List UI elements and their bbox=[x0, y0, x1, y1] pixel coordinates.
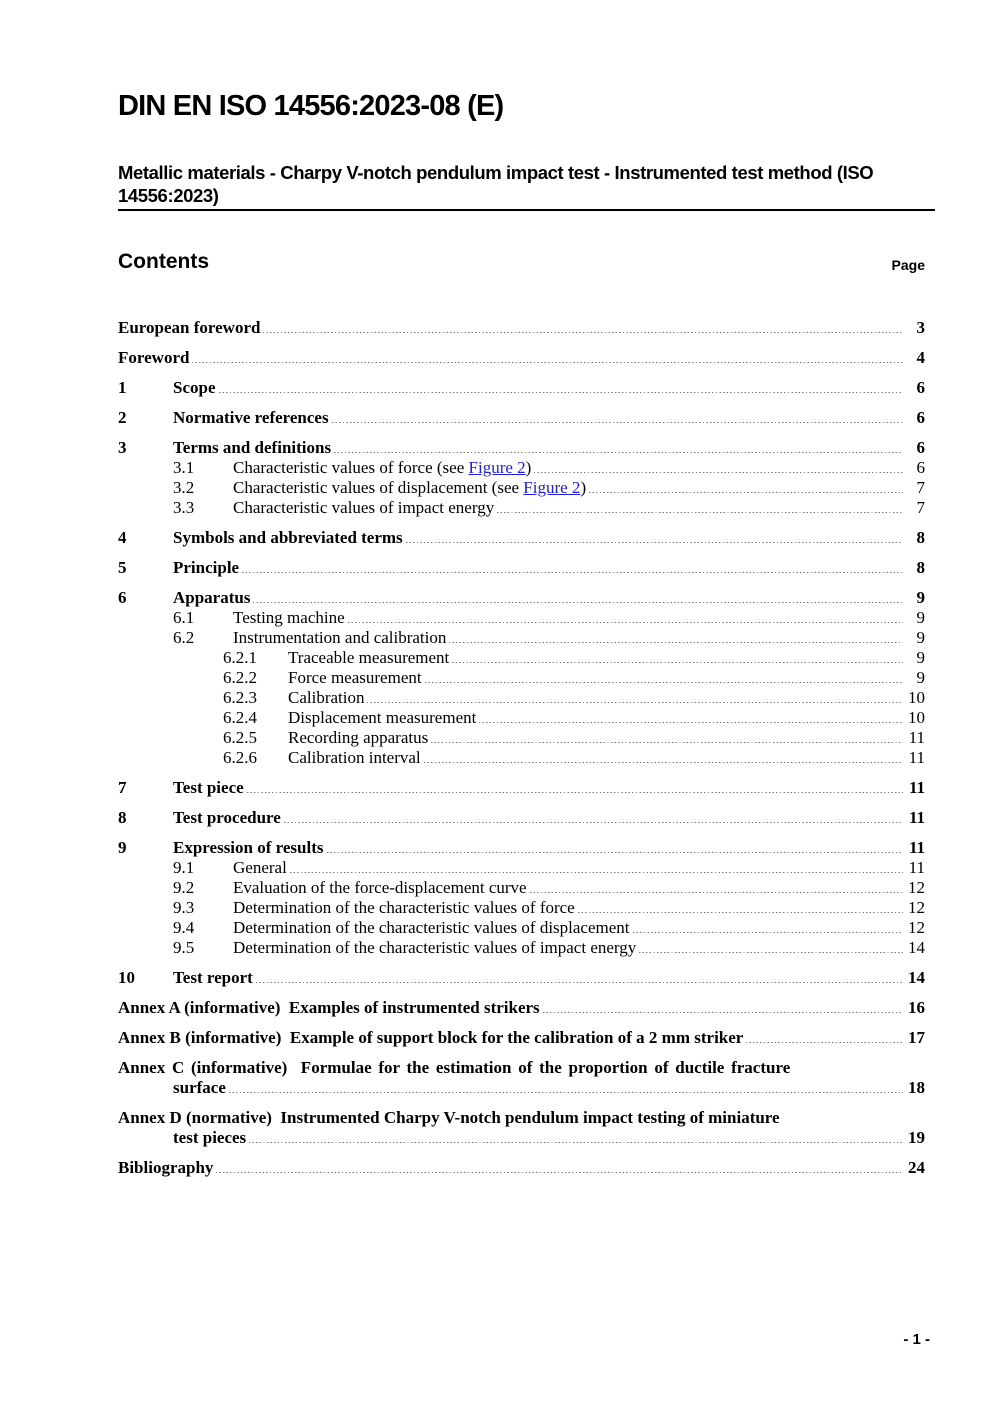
page-column-label: Page bbox=[891, 257, 925, 273]
toc-entry-title: Annex C (informative) Formulae for the estimation of the proportion of ductile fracture bbox=[118, 1058, 791, 1077]
toc-entry-title-suffix: ) bbox=[580, 478, 587, 497]
dot-leader bbox=[216, 1171, 903, 1173]
dot-leader bbox=[253, 601, 903, 603]
toc-entry[interactable] bbox=[118, 688, 925, 708]
toc-entry[interactable] bbox=[118, 1128, 925, 1148]
dot-leader bbox=[229, 1091, 903, 1093]
toc-entry[interactable] bbox=[118, 628, 925, 648]
toc-entry[interactable] bbox=[118, 858, 925, 878]
dot-leader bbox=[589, 491, 903, 493]
toc-entry-page: 6 bbox=[916, 408, 925, 427]
toc-entry-title bbox=[233, 478, 586, 498]
toc-entry[interactable] bbox=[118, 458, 925, 478]
toc-entry-title: Principle bbox=[173, 558, 240, 577]
toc-entry-title-prefix: Characteristic values of force (see bbox=[233, 458, 469, 477]
toc-entry-number: 6.2.2 bbox=[223, 668, 257, 687]
dot-leader bbox=[367, 701, 903, 703]
toc-entry-page: 14 bbox=[908, 968, 925, 987]
toc-entry-number: 9.5 bbox=[173, 938, 195, 957]
dot-leader bbox=[256, 981, 903, 983]
footer-page-number: - 1 - bbox=[903, 1331, 930, 1348]
toc-entry-title: test pieces bbox=[173, 1128, 247, 1147]
toc-entry[interactable] bbox=[118, 938, 925, 958]
dot-leader bbox=[578, 911, 903, 913]
toc-entry-page: 9 bbox=[916, 648, 925, 667]
toc-entry[interactable] bbox=[118, 438, 925, 458]
dot-leader bbox=[431, 741, 903, 743]
dot-leader bbox=[633, 931, 903, 933]
toc-entry-number: 9.4 bbox=[173, 918, 195, 937]
toc-entry-page: 11 bbox=[908, 838, 925, 857]
toc-entry-title: Bibliography bbox=[118, 1158, 214, 1177]
toc-entry[interactable] bbox=[118, 748, 925, 768]
toc-entry-page: 12 bbox=[908, 918, 925, 937]
toc-entry-title: Foreword bbox=[118, 348, 190, 367]
toc-entry-number: 7 bbox=[118, 778, 127, 797]
toc-entry-page: 10 bbox=[908, 708, 925, 727]
toc-entry-title: Force measurement bbox=[288, 668, 422, 687]
toc-entry-number: 6.2.5 bbox=[223, 728, 257, 747]
toc-entry-number: 9 bbox=[118, 838, 127, 857]
toc-entry-number: 8 bbox=[118, 808, 127, 827]
toc-entry[interactable] bbox=[118, 838, 925, 858]
toc-entry-page: 17 bbox=[908, 1028, 925, 1047]
toc-entry-page: 10 bbox=[908, 688, 925, 707]
dot-leader bbox=[452, 661, 903, 663]
toc-entry-title: Annex B (informative) Example of support block for the calibration of a 2 mm striker bbox=[118, 1028, 744, 1047]
dot-leader bbox=[543, 1011, 903, 1013]
toc-entry-title: Determination of the characteristic values of displacement bbox=[233, 918, 630, 937]
toc-entry-page: 14 bbox=[908, 938, 925, 957]
toc-entry-page: 11 bbox=[908, 748, 925, 767]
toc-entry-number: 6.2.6 bbox=[223, 748, 257, 767]
toc-entry-page: 11 bbox=[908, 728, 925, 747]
toc-entry-page: 9 bbox=[916, 628, 925, 647]
toc-entry-number: 9.3 bbox=[173, 898, 195, 917]
toc-entry-title: Annex A (informative) Examples of instrumented strikers bbox=[118, 998, 540, 1017]
dot-leader bbox=[534, 471, 903, 473]
toc-entry[interactable] bbox=[118, 708, 925, 728]
toc-entry-number: 6.2 bbox=[173, 628, 195, 647]
toc-entry-title: Calibration interval bbox=[288, 748, 421, 767]
toc-entry-page: 24 bbox=[908, 1158, 925, 1177]
toc-entry[interactable] bbox=[118, 1078, 925, 1098]
toc-entry-page: 6 bbox=[916, 378, 925, 397]
toc-entry-page: 7 bbox=[916, 498, 925, 517]
toc-entry-page: 3 bbox=[916, 318, 925, 337]
toc-entry-page: 12 bbox=[908, 898, 925, 917]
toc-entry-title: Recording apparatus bbox=[288, 728, 429, 747]
toc-entry-title: Determination of the characteristic values of impact energy bbox=[233, 938, 637, 957]
toc-entry-title: Evaluation of the force-displacement curve bbox=[233, 878, 527, 897]
toc-entry-title: Test procedure bbox=[173, 808, 281, 827]
toc-entry-title: Traceable measurement bbox=[288, 648, 450, 667]
dot-leader bbox=[449, 641, 903, 643]
toc-entry-page: 9 bbox=[916, 668, 925, 687]
toc-entry-title: Test piece bbox=[173, 778, 244, 797]
dot-leader bbox=[247, 791, 903, 793]
toc-entry[interactable] bbox=[118, 348, 925, 368]
dot-leader bbox=[290, 871, 903, 873]
toc-entry-title: Annex D (normative) Instrumented Charpy V-notch pendulum impact testing of miniature bbox=[118, 1108, 780, 1127]
toc-entry[interactable] bbox=[118, 318, 925, 338]
toc-entry-number: 1 bbox=[118, 378, 127, 397]
toc-entry-number: 2 bbox=[118, 408, 127, 427]
toc-entry-number: 3.3 bbox=[173, 498, 195, 517]
dot-leader bbox=[263, 331, 903, 333]
toc-entry-page: 6 bbox=[916, 458, 925, 477]
toc-entry-number: 6.2.4 bbox=[223, 708, 257, 727]
toc-entry-page: 19 bbox=[908, 1128, 925, 1147]
toc-entry[interactable] bbox=[118, 808, 925, 828]
toc-entry[interactable] bbox=[118, 498, 925, 518]
toc-entry-number: 5 bbox=[118, 558, 127, 577]
toc-entry[interactable] bbox=[118, 968, 925, 988]
toc bbox=[118, 308, 925, 1178]
toc-entry[interactable] bbox=[118, 878, 925, 898]
toc-entry[interactable] bbox=[118, 1158, 925, 1178]
toc-entry-page: 18 bbox=[908, 1078, 925, 1097]
toc-entry[interactable] bbox=[118, 588, 925, 608]
toc-entry[interactable] bbox=[118, 608, 925, 628]
toc-entry-title bbox=[233, 458, 531, 478]
dot-leader bbox=[327, 851, 903, 853]
toc-entry-title: Symbols and abbreviated terms bbox=[173, 528, 403, 547]
toc-entry[interactable] bbox=[118, 898, 925, 918]
dot-leader bbox=[284, 821, 903, 823]
toc-entry[interactable] bbox=[118, 558, 925, 578]
toc-entry-page: 16 bbox=[908, 998, 925, 1017]
toc-entry-title: Instrumentation and calibration bbox=[233, 628, 447, 647]
toc-entry-title: Determination of the characteristic values of force bbox=[233, 898, 575, 917]
toc-entry-page: 11 bbox=[908, 858, 925, 877]
toc-entry-title: Scope bbox=[173, 378, 216, 397]
toc-entry[interactable] bbox=[118, 998, 925, 1018]
dot-leader bbox=[406, 541, 903, 543]
toc-entry-number: 3 bbox=[118, 438, 127, 457]
dot-leader bbox=[332, 421, 903, 423]
doc-title: Metallic materials - Charpy V-notch pendulum impact test - Instrumented test method (ISO 14556:2023) bbox=[118, 162, 874, 206]
dot-leader bbox=[242, 571, 903, 573]
toc-entry-page: 8 bbox=[916, 558, 925, 577]
dot-leader bbox=[334, 451, 903, 453]
toc-entry-title: European foreword bbox=[118, 318, 261, 337]
toc-entry-page: 9 bbox=[916, 608, 925, 627]
toc-entry-number: 4 bbox=[118, 528, 127, 547]
toc-entry-title: Testing machine bbox=[233, 608, 345, 627]
toc-entry[interactable] bbox=[118, 1108, 925, 1128]
figure-2-link[interactable]: Figure 2 bbox=[468, 458, 526, 477]
toc-entry-title: Apparatus bbox=[173, 588, 251, 607]
toc-entry-page: 7 bbox=[916, 478, 925, 497]
dot-leader bbox=[746, 1041, 903, 1043]
toc-entry-title: Calibration bbox=[288, 688, 365, 707]
toc-entry-number: 6.2.1 bbox=[223, 648, 257, 667]
toc-entry-title: Displacement measurement bbox=[288, 708, 477, 727]
toc-entry-title: Terms and definitions bbox=[173, 438, 332, 457]
doc-number: DIN EN ISO 14556:2023-08 (E) bbox=[118, 90, 504, 122]
figure-2-link[interactable]: Figure 2 bbox=[523, 478, 581, 497]
toc-entry-title: General bbox=[233, 858, 287, 877]
header-rule bbox=[118, 209, 935, 211]
dot-leader bbox=[348, 621, 903, 623]
toc-entry-number: 10 bbox=[118, 968, 135, 987]
toc-entry-number: 3.2 bbox=[173, 478, 195, 497]
toc-entry-title: Normative references bbox=[173, 408, 329, 427]
dot-leader bbox=[425, 681, 903, 683]
toc-entry[interactable] bbox=[118, 528, 925, 548]
dot-leader bbox=[479, 721, 903, 723]
toc-entry-number: 3.1 bbox=[173, 458, 195, 477]
toc-entry-page: 11 bbox=[908, 808, 925, 827]
toc-entry-title: surface bbox=[173, 1078, 226, 1097]
toc-entry[interactable] bbox=[118, 408, 925, 428]
toc-entry[interactable] bbox=[118, 778, 925, 798]
toc-entry-title-suffix: ) bbox=[525, 458, 532, 477]
toc-entry-page: 11 bbox=[908, 778, 925, 797]
toc-entry[interactable] bbox=[118, 918, 925, 938]
toc-entry[interactable] bbox=[118, 1058, 925, 1078]
dot-leader bbox=[424, 761, 903, 763]
toc-entry[interactable] bbox=[118, 1028, 925, 1048]
toc-entry-number: 9.2 bbox=[173, 878, 195, 897]
toc-entry-page: 6 bbox=[916, 438, 925, 457]
dot-leader bbox=[192, 361, 903, 363]
toc-entry-page: 9 bbox=[916, 588, 925, 607]
toc-entry-page: 12 bbox=[908, 878, 925, 897]
toc-entry-title: Test report bbox=[173, 968, 253, 987]
dot-leader bbox=[530, 891, 903, 893]
dot-leader bbox=[497, 511, 903, 513]
dot-leader bbox=[249, 1141, 903, 1143]
toc-entry-number: 6.2.3 bbox=[223, 688, 257, 707]
toc-entry[interactable] bbox=[118, 668, 925, 688]
toc-entry[interactable] bbox=[118, 478, 925, 498]
toc-entry-page: 8 bbox=[916, 528, 925, 547]
contents-heading: Contents bbox=[118, 250, 209, 273]
dot-leader bbox=[219, 391, 904, 393]
toc-entry-number: 9.1 bbox=[173, 858, 195, 877]
toc-entry-number: 6.1 bbox=[173, 608, 195, 627]
dot-leader bbox=[639, 951, 903, 953]
toc-entry[interactable] bbox=[118, 378, 925, 398]
toc-entry-title-prefix: Characteristic values of displacement (see bbox=[233, 478, 524, 497]
toc-entry-title: Characteristic values of impact energy bbox=[233, 498, 495, 517]
toc-entry-number: 6 bbox=[118, 588, 127, 607]
toc-entry[interactable] bbox=[118, 728, 925, 748]
toc-entry-title: Expression of results bbox=[173, 838, 324, 857]
toc-entry[interactable] bbox=[118, 648, 925, 668]
toc-entry-page: 4 bbox=[916, 348, 925, 367]
